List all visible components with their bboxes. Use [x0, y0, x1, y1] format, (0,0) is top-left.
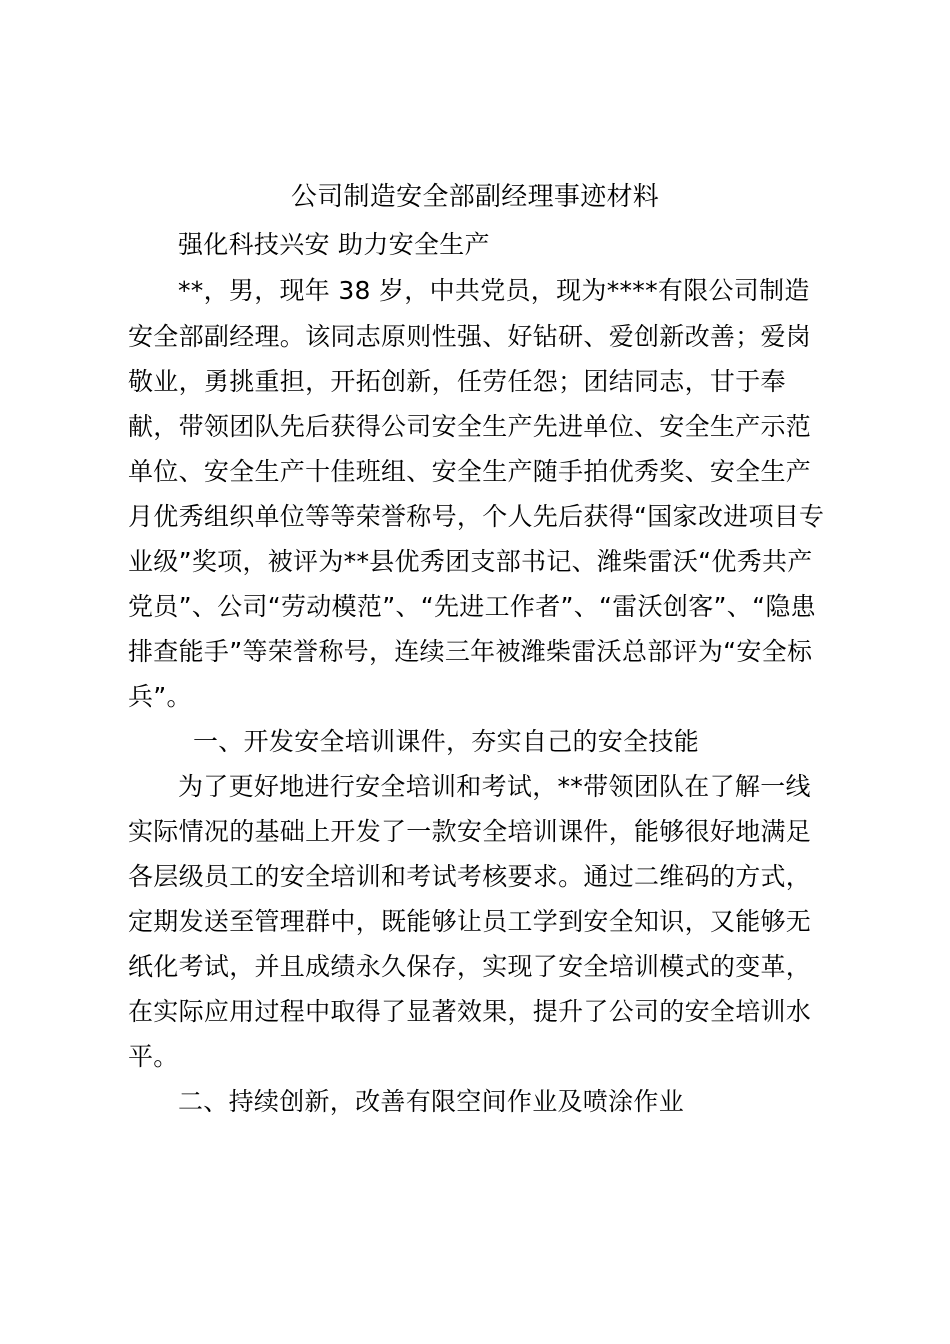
- intro-line-1: **，男，现年 38 岁，中共党员，现为****有限公司制造: [178, 276, 810, 305]
- section1-line-3: 各层级员工的安全培训和考试考核要求。通过二维码的方式，: [128, 862, 812, 891]
- section-heading-1: 一、开发安全培训课件，夯实自己的安全技能: [193, 727, 700, 756]
- intro-line-10: 兵”。: [128, 682, 192, 711]
- section1-line-5: 纸化考试，并且成绩永久保存，实现了安全培训模式的变革，: [128, 952, 812, 981]
- document-subtitle: 强化科技兴安 助力安全生产: [178, 230, 490, 259]
- intro-line-4: 献，带领团队先后获得公司安全生产先进单位、安全生产示范: [128, 412, 812, 441]
- document-title: 公司制造安全部副经理事迹材料: [290, 182, 660, 212]
- intro-line-2: 安全部副经理。该同志原则性强、好钻研、爱创新改善；爱岗: [128, 322, 812, 351]
- section-heading-2: 二、持续创新，改善有限空间作业及喷涂作业: [178, 1087, 685, 1116]
- section1-line-4: 定期发送至管理群中，既能够让员工学到安全知识，又能够无: [128, 907, 812, 936]
- intro-line-3: 敬业，勇挑重担，开拓创新，任劳任怨；团结同志，甘于奉: [128, 367, 786, 396]
- section1-line-2: 实际情况的基础上开发了一款安全培训课件，能够很好地满足: [128, 817, 812, 846]
- intro-line-6: 月优秀组织单位等等荣誉称号，个人先后获得“国家改进项目专: [128, 502, 825, 531]
- intro-line-9: 排查能手”等荣誉称号，连续三年被潍柴雷沃总部评为“安全标: [128, 637, 813, 666]
- intro-line-5: 单位、安全生产十佳班组、安全生产随手拍优秀奖、安全生产: [128, 457, 812, 486]
- section1-line-1: 为了更好地进行安全培训和考试，**带领团队在了解一线: [178, 772, 811, 801]
- intro-line-8: 党员”、公司“劳动模范”、“先进工作者”、“雷沃创客”、“隐患: [128, 592, 816, 621]
- section1-line-6: 在实际应用过程中取得了显著效果，提升了公司的安全培训水: [128, 997, 812, 1026]
- intro-line-7: 业级”奖项，被评为**县优秀团支部书记、潍柴雷沃“优秀共产: [128, 547, 813, 576]
- section1-line-7: 平。: [128, 1042, 179, 1071]
